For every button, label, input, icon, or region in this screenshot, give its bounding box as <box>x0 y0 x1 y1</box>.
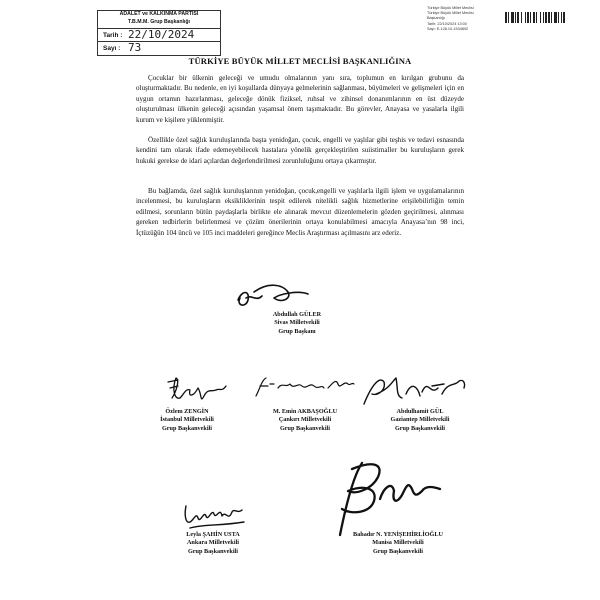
signer-province: Sivas Milletvekili <box>274 319 320 327</box>
signer-role: Grup Başkanvekili <box>394 424 446 432</box>
esign-line: Başkanlığı <box>427 16 445 21</box>
signer-name: Abdulhamit GÜL <box>396 408 444 415</box>
body-paragraph <box>136 186 464 238</box>
signer-block <box>360 408 480 433</box>
signature-mark <box>232 280 312 315</box>
signer-name: Özlem ZENGİN <box>165 408 209 415</box>
signer-role: Grup Başkanvekili <box>279 424 331 432</box>
signer-block <box>132 408 242 433</box>
signer-block <box>158 531 268 556</box>
esign-line: Türkiye Büyük Millet Meclisi <box>427 6 474 10</box>
paragraph-text: Özellikle özel sağlık kuruluşlarında başta yenidoğan, çocuk, engelli ve yaşlılar gibi teşhis ve tedavi esnasında kendini tam olarak ifade edemeyebilecek hastalara yönelik gerçekleştirilen suiistimaller bu kuruluşların gerek hukuki gerekse de idari açılardan değerlendirilmesi zorunluluğunu ortaya çıkarmıştır. <box>136 136 464 165</box>
document-title: TÜRKİYE BÜYÜK MİLLET MECLİSİ BAŞKANLIĞINA <box>188 56 412 66</box>
signer-province: Çankırı Milletvekili <box>278 416 332 424</box>
signer-role: Grup Başkanı <box>278 327 316 335</box>
stamp-date-row <box>98 28 220 42</box>
signer-block <box>328 531 468 556</box>
stamp-party-name: ADALET ve KALKINMA PARTİSİ <box>119 11 199 17</box>
signer-block <box>245 408 365 433</box>
signature-mark <box>164 374 230 408</box>
signer-block <box>242 311 352 336</box>
stamp-number-value: 73 <box>128 41 142 54</box>
esign-line: Sayı: E-128.10-1534892 <box>427 26 469 31</box>
signer-province: İstanbul Milletvekili <box>160 416 214 424</box>
stamp-date-label: Tarih : <box>103 32 123 39</box>
signer-role: Grup Başkanvekili <box>187 547 239 555</box>
signer-name: Bahadır N. YENİŞEHİRLİOĞLU <box>353 531 443 538</box>
stamp-number-label: Sayı : <box>103 45 121 52</box>
registry-stamp <box>97 10 221 56</box>
paragraph-text: Çocuklar bir ülkenin geleceği ve umudu olmalarının yanı sıra, toplumun en kırılgan grubunu da oluşturmaktadır. Bu nedenle, en iyi koşullarda dünyaya gelmelerinin sağlanması, büyümeleri ve gelişmeleri için en uygun ortamın hazırlanması, geleceğe dönük fiziksel, ruhsal ve zihinsel donanımlarının en üst düzeyde oluşturulması ülkenin geleceği açısından yaşamsal önem taşımaktadır. Bu görevler, Anayasa ve yasalarla ilgili kurum ve kişilere yüklenmiştir. <box>136 74 464 124</box>
body-paragraph <box>136 135 464 166</box>
paragraph-text: Bu bağlamda, özel sağlık kuruluşlarının yenidoğan, çocuk,engelli ve yaşlılarla ilgili işlem ve uygulamalarının incelenmesi, bu kuruluşların eksikliklerinin tespit edilerek nitelikli sağlık hizmetlerine erişilebilirliğin temin edilmesi, sorunların bütün paydaşlarla birlikte ele alınarak mevcut düzenlemelerin gözden geçirilmesi, alınması gereken tedbirlerin belirlenmesi ve çözüm önerilerinin ortaya konulabilmesi amacıyla Anayasa’nın 98 inci, İçtüzüğün 104 üncü ve 105 inci maddeleri gereğince Meclis Araştırması açılmasını arz ederiz. <box>136 187 464 237</box>
stamp-number-row <box>98 41 220 55</box>
stamp-office: T.B.M.M. Grup Başkanlığı <box>128 18 190 25</box>
signature-mark <box>358 374 470 410</box>
body-paragraph <box>136 73 464 125</box>
signer-name: Leyla ŞAHİN USTA <box>186 531 240 538</box>
esign-line: Türkiye Büyük Millet Meclisi <box>427 11 474 16</box>
signer-role: Grup Başkanvekili <box>372 547 424 555</box>
signer-name: M. Emin AKBAŞOĞLU <box>272 408 338 415</box>
signer-province: Manisa Milletvekili <box>372 539 424 547</box>
signer-name: Abdullah GÜLER <box>272 311 322 318</box>
signature-mark <box>252 374 358 406</box>
signer-role: Grup Başkanvekili <box>161 424 213 432</box>
stamp-header <box>98 11 220 29</box>
barcode-icon <box>505 12 575 23</box>
signer-province: Ankara Milletvekili <box>186 539 240 547</box>
stamp-date-value: 22/10/2024 <box>128 28 195 41</box>
esign-line: Tarih: 22/10/2024 13:00 <box>427 21 467 26</box>
signature-mark <box>180 498 252 534</box>
electronic-receipt-note <box>427 6 497 32</box>
signer-province: Gaziantep Milletvekili <box>390 416 450 424</box>
